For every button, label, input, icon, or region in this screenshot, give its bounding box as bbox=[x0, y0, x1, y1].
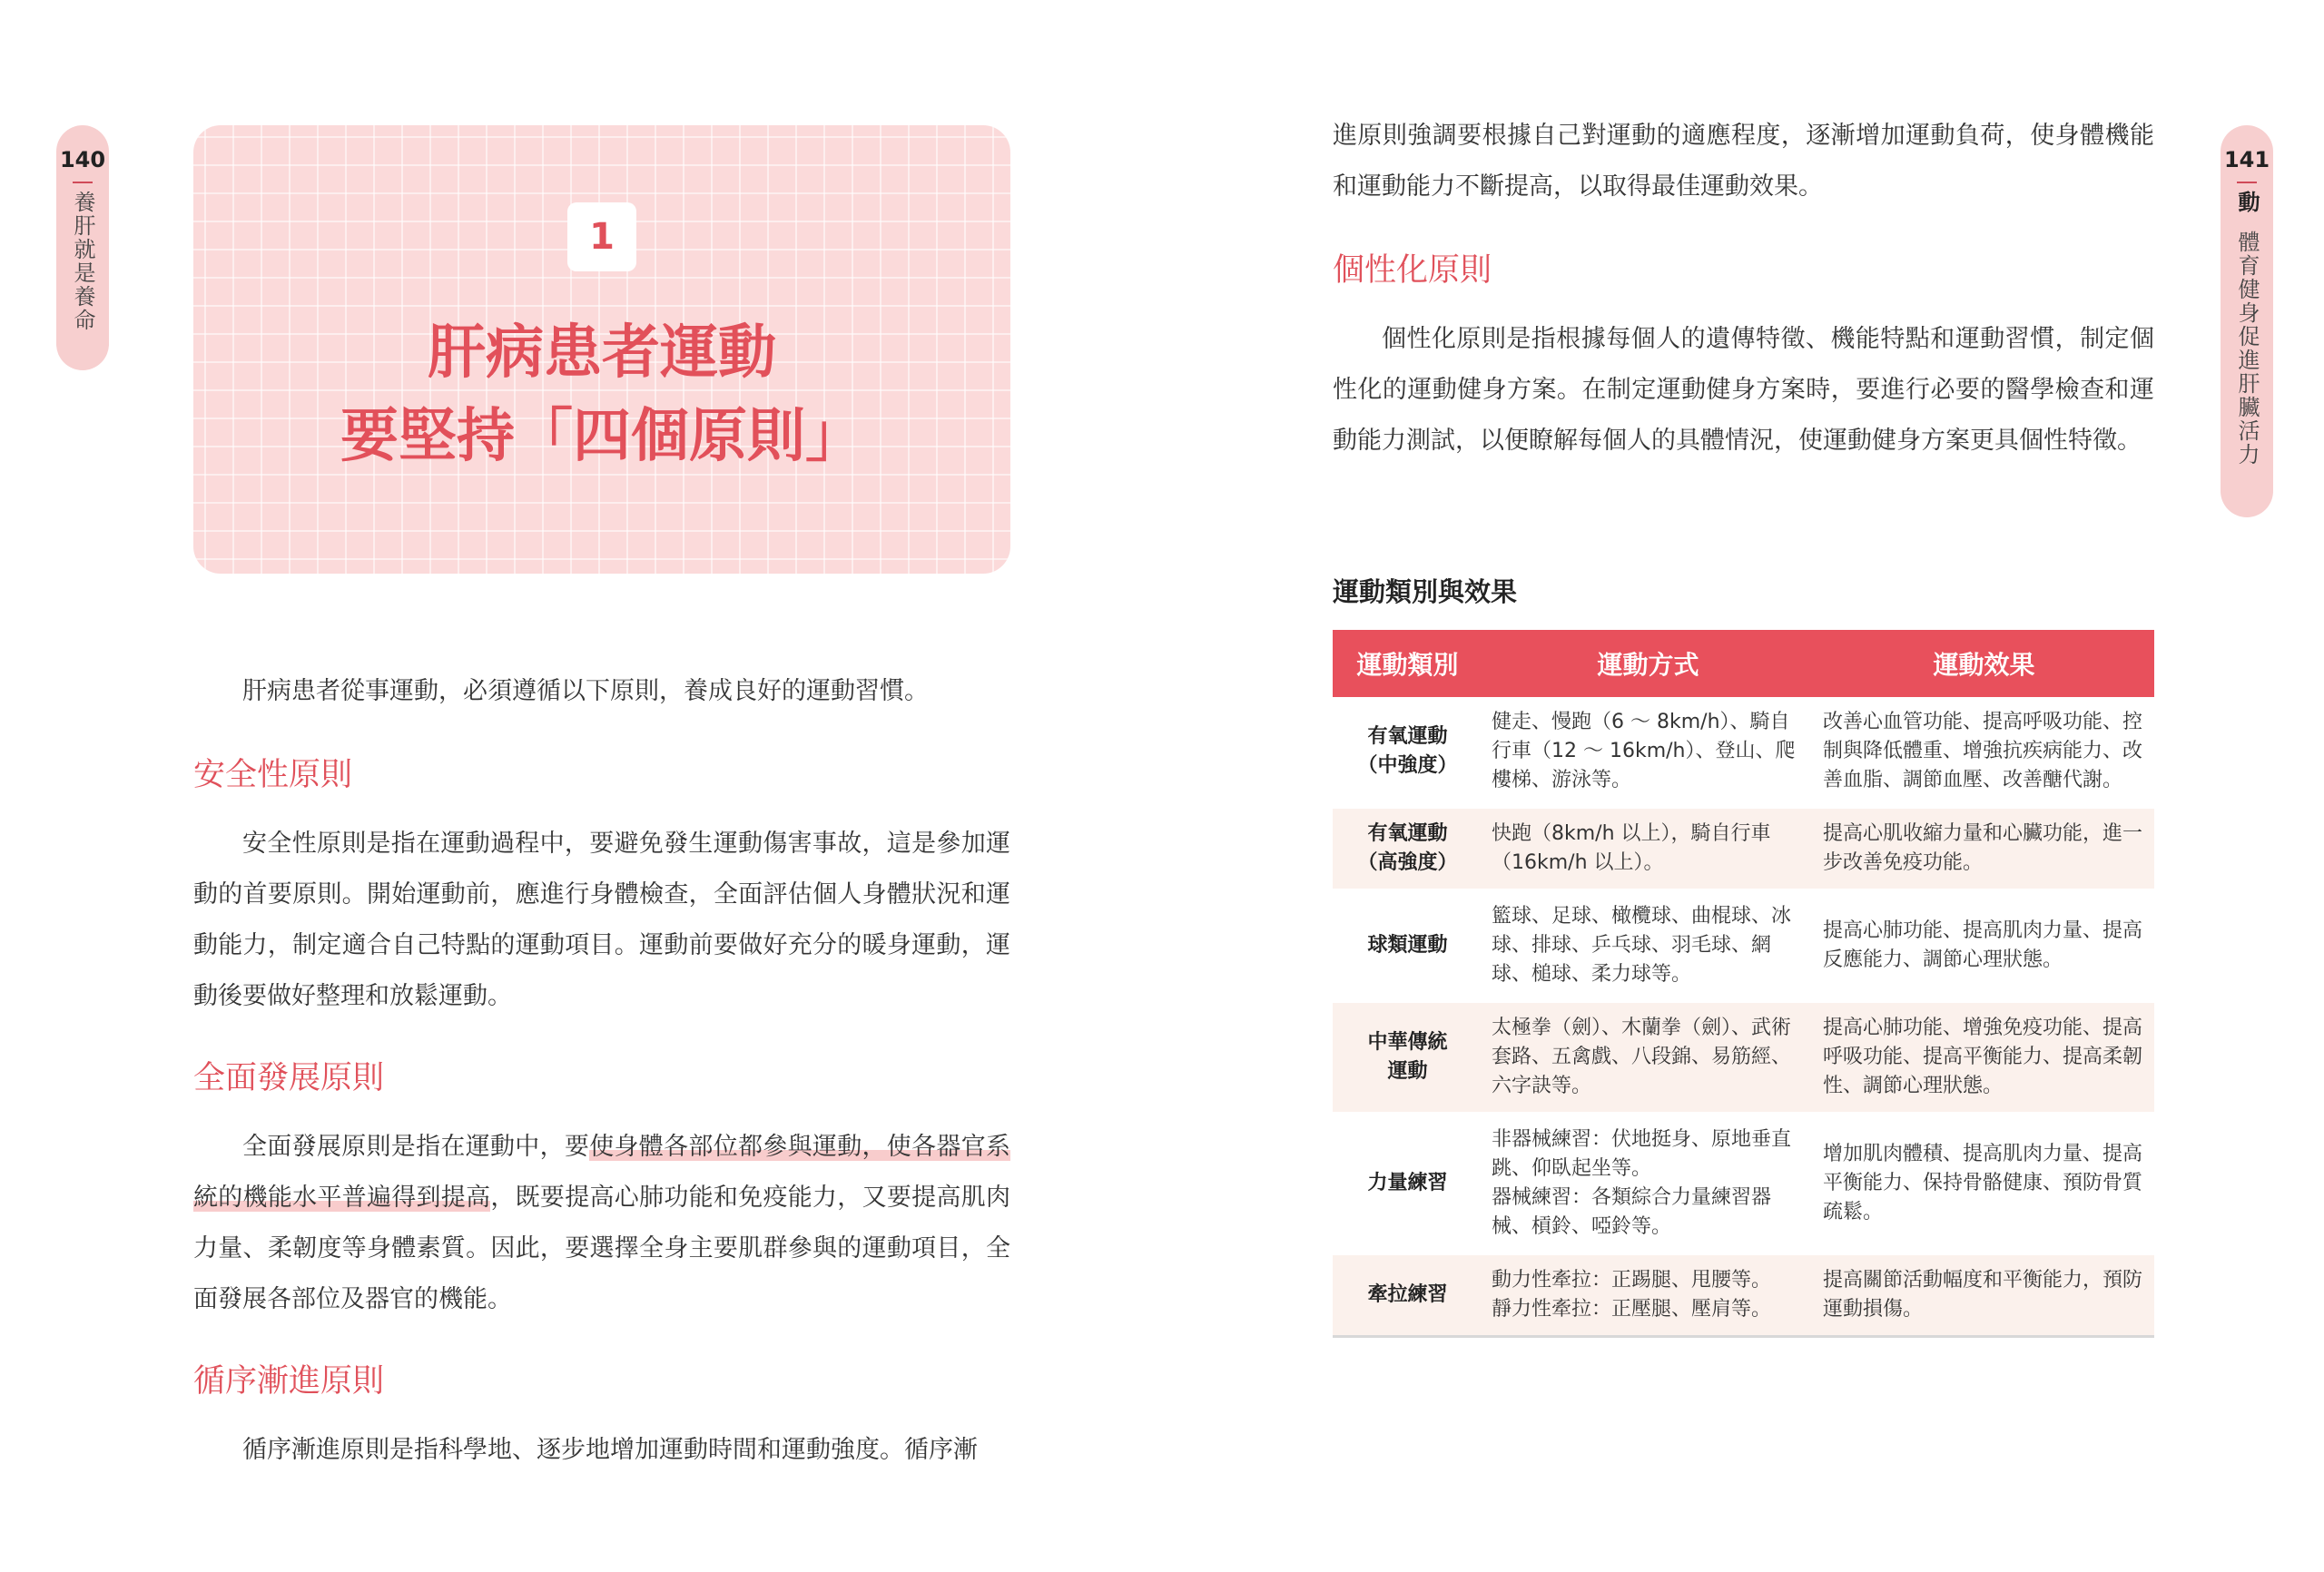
row-category: 球類運動 bbox=[1333, 890, 1482, 1002]
chapter-title-line2: 要堅持「四個原則」 bbox=[340, 403, 863, 470]
tab-divider bbox=[73, 182, 93, 183]
row-method: 健走、慢跑（6 ～ 8km/h）、騎自行車（12 ～ 16km/h）、登山、爬樓梯、游泳等。 bbox=[1482, 697, 1814, 808]
row-method: 太極拳（劍）、木蘭拳（劍）、武術套路、五禽戲、八段錦、易筋經、六字訣等。 bbox=[1482, 1002, 1814, 1114]
header-method: 運動方式 bbox=[1482, 630, 1814, 697]
chapter-card bbox=[193, 125, 1010, 574]
table-row bbox=[1333, 890, 2154, 1002]
highlighted-text: 使身體各部位都參與運動，使各器官系統的機能水平普遍得到提高 bbox=[193, 1133, 1011, 1212]
comprehensive-paragraph bbox=[193, 1122, 1010, 1325]
row-effect: 改善心血管功能、提高呼吸功能、控制與降低體重、增強抗疾病能力、改善血脂、調節血壓、改善醣代謝。 bbox=[1814, 697, 2154, 808]
progressive-paragraph: 循序漸進原則是指科學地、逐步地增加運動時間和運動強度。循序漸 bbox=[242, 1436, 978, 1464]
table-row bbox=[1333, 1114, 2154, 1254]
chapter-title-line1: 肝病患者運動 bbox=[428, 319, 776, 387]
row-category: 有氧運動 （高強度） bbox=[1333, 808, 1482, 890]
safety-heading: 安全性原則 bbox=[193, 757, 353, 793]
row-effect: 提高心肺功能、提高肌肉力量、提高反應能力、調節心理狀態。 bbox=[1814, 890, 2154, 1002]
individual-heading: 個性化原則 bbox=[1333, 252, 1492, 289]
progressive-continued: 進原則強調要根據自己對運動的適應程度，逐漸增加運動負荷，使身體機能和運動能力不斷提高，以取得最佳運動效果。 bbox=[1333, 122, 2154, 201]
page-number: 141 bbox=[2223, 147, 2270, 172]
individual-paragraph: 個性化原則是指根據每個人的遺傳特徵、機能特點和運動習慣，制定個性化的運動健身方案。在制定運動健身方案時，要進行必要的醫學檢查和運動能力測試，以便瞭解每個人的具體情況，使運動健身方案更具個性特徵。 bbox=[1333, 325, 2154, 455]
right-side-tab bbox=[2221, 125, 2273, 517]
table-row bbox=[1333, 808, 2154, 890]
left-side-tab bbox=[56, 125, 109, 370]
row-category: 有氧運動 （中強度） bbox=[1333, 697, 1482, 808]
row-method: 動力性牽拉：正踢腿、甩腰等。 靜力性牽拉：正壓腿、壓肩等。 bbox=[1482, 1254, 1814, 1337]
table-row bbox=[1333, 697, 2154, 808]
row-method: 籃球、足球、橄欖球、曲棍球、冰球、排球、乒乓球、羽毛球、網球、槌球、柔力球等。 bbox=[1482, 890, 1814, 1002]
comprehensive-text-a: 全面發展原則是指在運動中，要 bbox=[242, 1133, 590, 1161]
section-label: 體育健身促進肝臟活力 bbox=[2234, 231, 2260, 467]
table-header-row bbox=[1333, 630, 2154, 697]
tab-divider bbox=[2237, 182, 2257, 183]
table-title: 運動類別與效果 bbox=[1333, 576, 1518, 607]
table-row bbox=[1333, 1002, 2154, 1114]
book-title-label: 養肝就是養命 bbox=[70, 191, 95, 332]
row-category: 牽拉練習 bbox=[1333, 1254, 1482, 1337]
row-category: 中華傳統 運動 bbox=[1333, 1002, 1482, 1114]
row-effect: 提高關節活動幅度和平衡能力，預防運動損傷。 bbox=[1814, 1254, 2154, 1337]
exercise-table bbox=[1333, 630, 2154, 1338]
header-category: 運動類別 bbox=[1333, 630, 1482, 697]
comprehensive-heading: 全面發展原則 bbox=[193, 1060, 385, 1096]
row-effect: 增加肌肉體積、提高肌肉力量、提高平衡能力、保持骨骼健康、預防骨質疏鬆。 bbox=[1814, 1114, 2154, 1254]
table-row bbox=[1333, 1254, 2154, 1337]
page-number: 140 bbox=[59, 147, 106, 172]
row-method: 快跑（8km/h 以上），騎自行車（16km/h 以上）。 bbox=[1482, 808, 1814, 890]
row-effect: 提高心肺功能、增強免疫功能、提高呼吸功能、提高平衡能力、提高柔韌性、調節心理狀態。 bbox=[1814, 1002, 2154, 1114]
progressive-heading: 循序漸進原則 bbox=[193, 1363, 385, 1400]
section-label-bold: 動 bbox=[2234, 191, 2260, 214]
intro-paragraph: 肝病患者從事運動，必須遵循以下原則，養成良好的運動習慣。 bbox=[242, 677, 929, 705]
row-method: 非器械練習：伏地挺身、原地垂直跳、仰臥起坐等。 器械練習：各類綜合力量練習器械、槓鈴、啞鈴等。 bbox=[1482, 1114, 1814, 1254]
chapter-number: 1 bbox=[567, 202, 636, 271]
row-category: 力量練習 bbox=[1333, 1114, 1482, 1254]
header-effect: 運動效果 bbox=[1814, 630, 2154, 697]
comprehensive-text-b: ，既要提高心肺功能和免疫能力，又要提高肌肉力量、柔韌度等身體素質。因此，要選擇全身主要肌群參與的運動項目，全面發展各部位及器官的機能。 bbox=[193, 1184, 1010, 1313]
row-effect: 提高心肌收縮力量和心臟功能，進一步改善免疫功能。 bbox=[1814, 808, 2154, 890]
safety-paragraph: 安全性原則是指在運動過程中，要避免發生運動傷害事故，這是參加運動的首要原則。開始運動前，應進行身體檢查，全面評估個人身體狀況和運動能力，制定適合自己特點的運動項目。運動前要做好充分的暖身運動，運動後要做好整理和放鬆運動。 bbox=[193, 830, 1010, 1010]
chapter-title bbox=[193, 311, 1010, 478]
